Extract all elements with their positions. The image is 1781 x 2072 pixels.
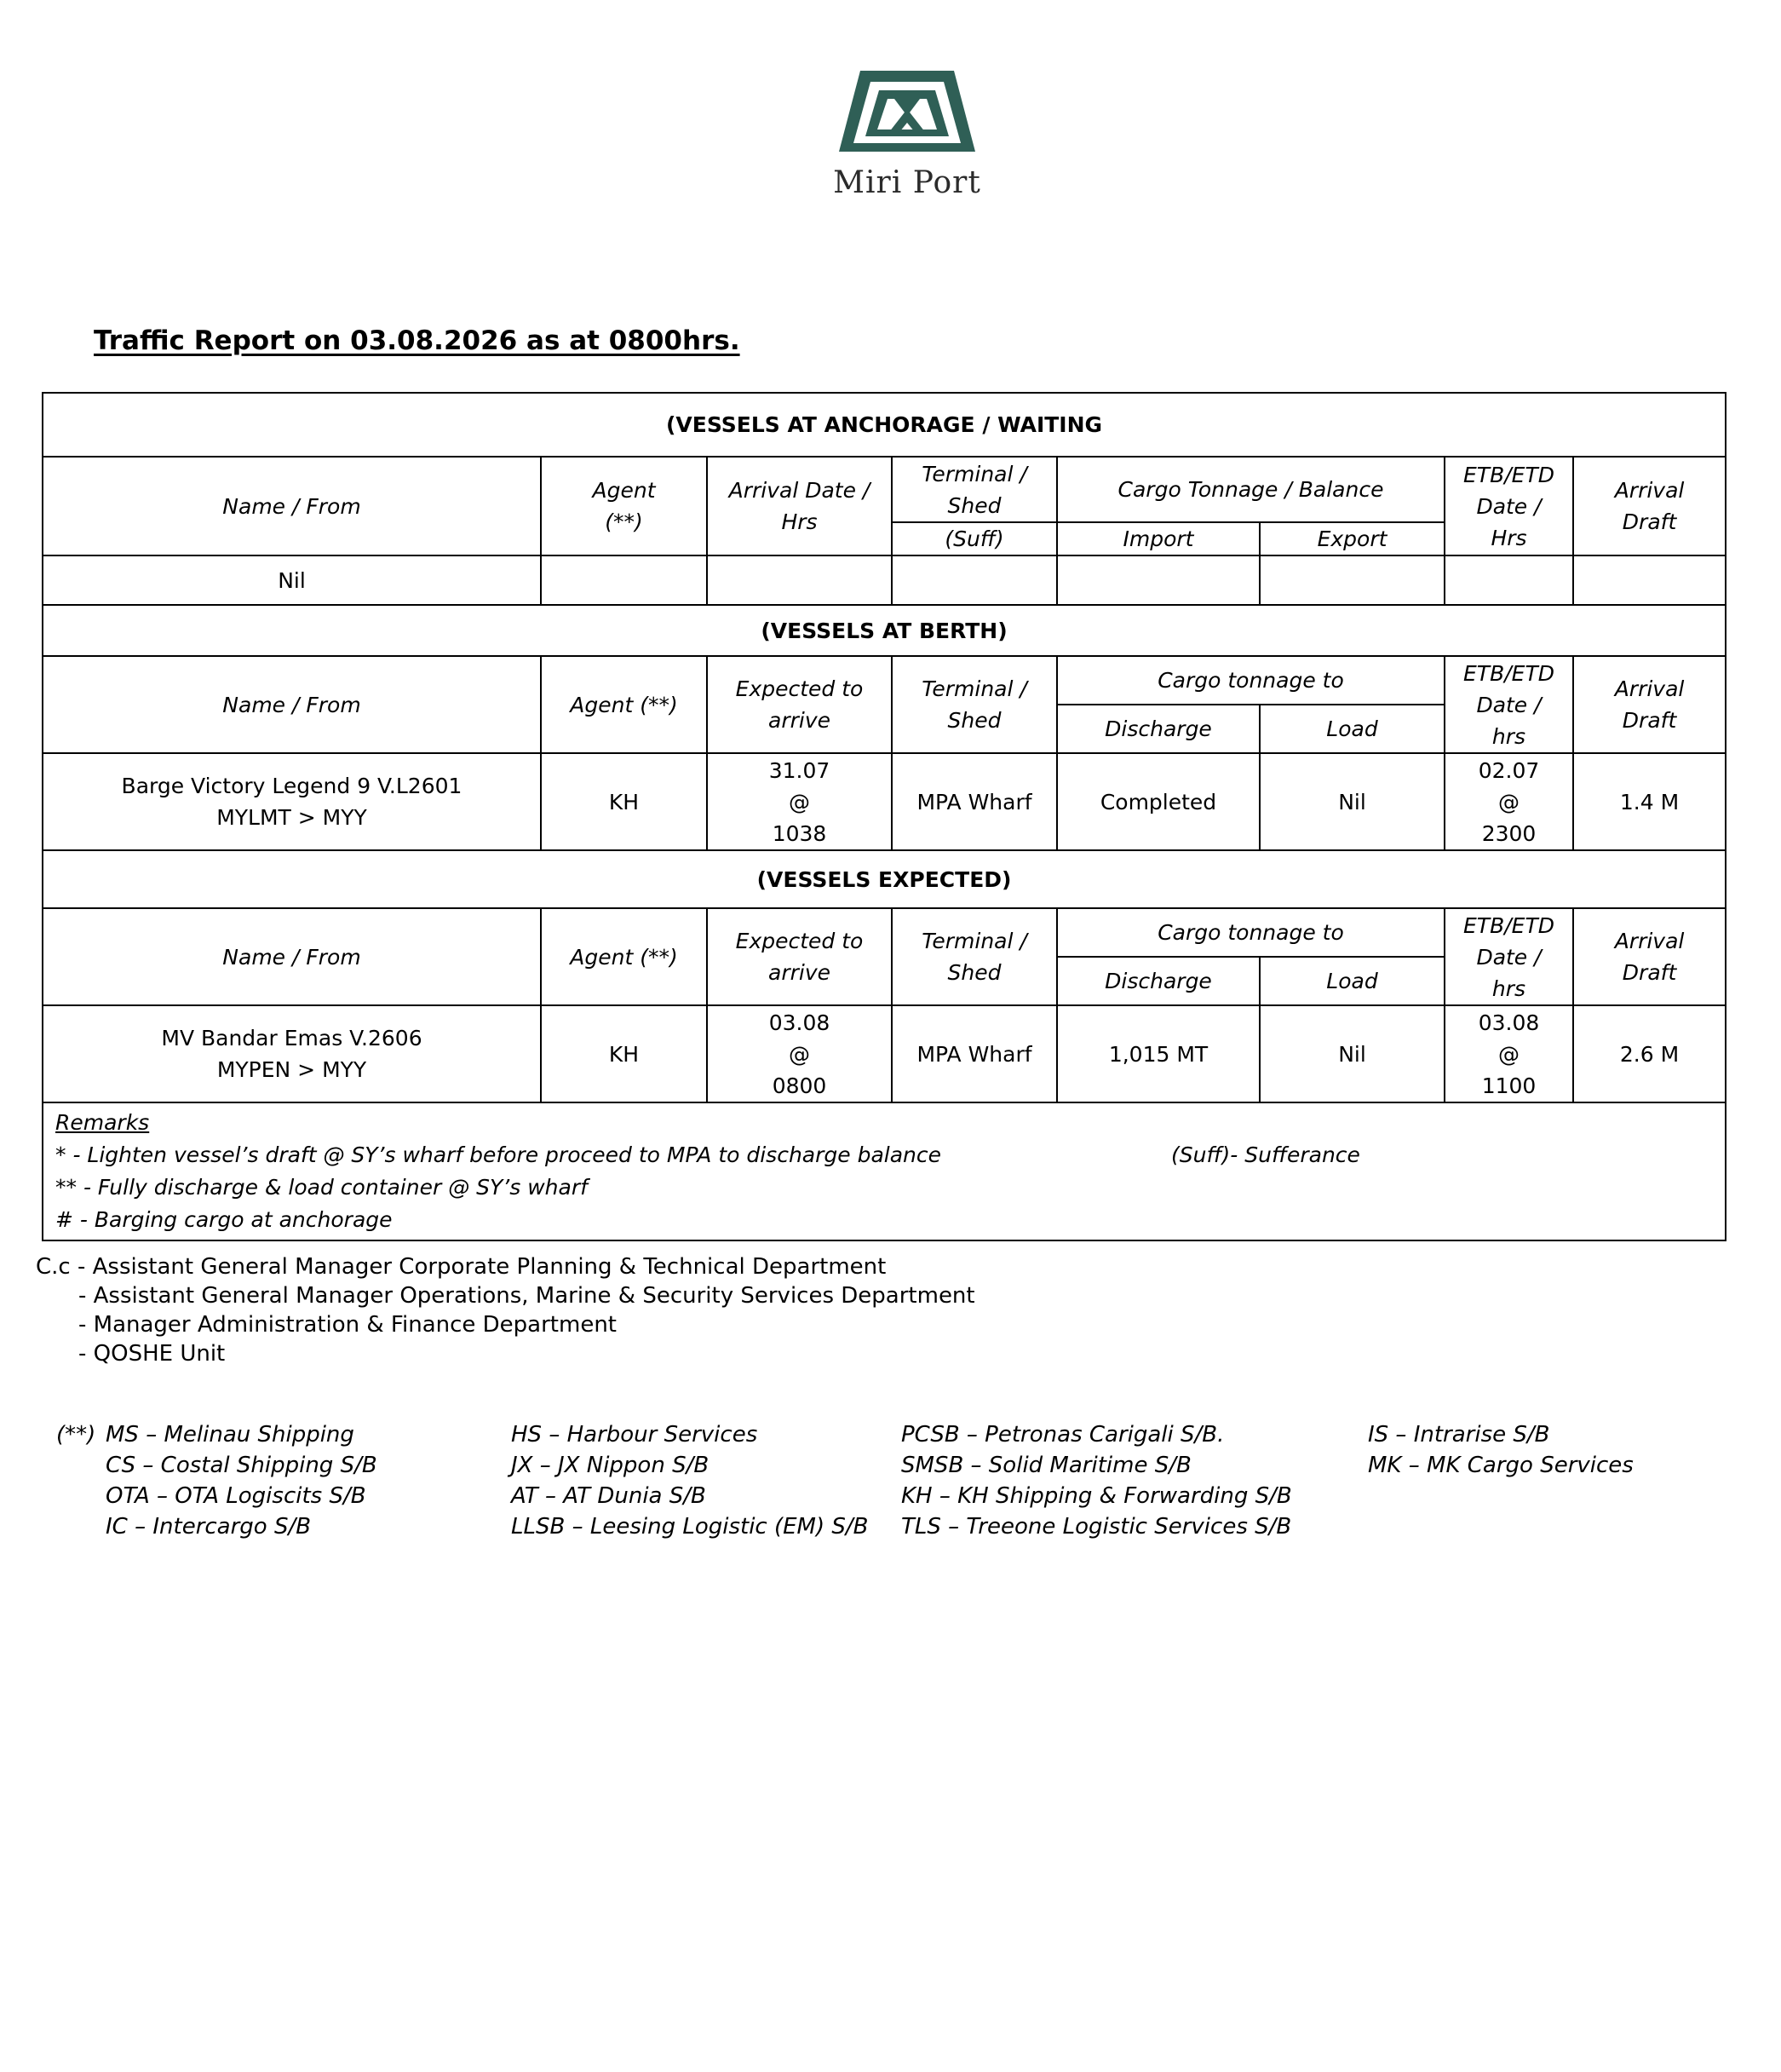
legend-item: CS – Costal Shipping S/B <box>106 1453 377 1478</box>
miri-port-logo <box>830 66 984 203</box>
logo-text: Miri Port <box>833 165 981 200</box>
table-row <box>43 555 1726 605</box>
legend-item: HS – Harbour Services <box>511 1422 758 1448</box>
anchorage-header-etb: ETB/ETD Date / Hrs <box>1445 457 1573 555</box>
report-title: Traffic Report on 03.08.2026 as at 0800hrs. <box>94 325 740 356</box>
cc-line-1: C.c - Assistant General Manager Corporate Planning & Technical Department <box>36 1254 887 1280</box>
legend-item: JX – JX Nippon S/B <box>511 1453 710 1478</box>
expected-row-agent: KH <box>541 1005 707 1102</box>
legend-item: OTA – OTA Logiscits S/B <box>106 1483 366 1509</box>
agents-col-1 <box>106 1419 377 1542</box>
miri-port-emblem-icon <box>835 66 980 160</box>
berth-header-etb: ETB/ETD Date / hrs <box>1445 656 1573 753</box>
table-row <box>43 1005 1726 1102</box>
expected-header-agent: Agent (**) <box>541 908 707 1005</box>
berth-row-terminal: MPA Wharf <box>892 753 1057 850</box>
anchorage-row-name: Nil <box>43 555 541 605</box>
berth-header-discharge: Discharge <box>1057 705 1260 753</box>
expected-header-name: Name / From <box>43 908 541 1005</box>
expected-row-terminal: MPA Wharf <box>892 1005 1057 1102</box>
expected-row-load: Nil <box>1260 1005 1445 1102</box>
remark-line-3: # - Barging cargo at anchorage <box>55 1207 393 1232</box>
agents-prefix: (**) <box>56 1422 96 1448</box>
remarks-title: Remarks <box>55 1110 150 1135</box>
expected-row-draft: 2.6 M <box>1573 1005 1726 1102</box>
expected-row-arrive: 03.08 @ 0800 <box>707 1005 892 1102</box>
berth-row-name: Barge Victory Legend 9 V.L2601 MYLMT > MYY <box>43 753 541 850</box>
legend-item: KH – KH Shipping & Forwarding S/B <box>901 1483 1292 1509</box>
remark-line-2: ** - Fully discharge & load container @ SY’s wharf <box>55 1175 588 1200</box>
berth-header-agent: Agent (**) <box>541 656 707 753</box>
anchorage-header-import: Import <box>1057 522 1260 555</box>
berth-header-name: Name / From <box>43 656 541 753</box>
agents-col-2 <box>511 1419 869 1542</box>
berth-header-cargo: Cargo tonnage to <box>1057 656 1445 705</box>
legend-item: MS – Melinau Shipping <box>106 1422 354 1448</box>
agents-legend <box>56 1419 1726 1547</box>
traffic-table <box>42 392 1726 1241</box>
agents-col-4 <box>1368 1419 1634 1481</box>
expected-header-etb: ETB/ETD Date / hrs <box>1445 908 1573 1005</box>
expected-header-load: Load <box>1260 957 1445 1005</box>
cc-line-2: - Assistant General Manager Operations, Marine & Security Services Department <box>78 1283 975 1309</box>
berth-header-terminal: Terminal / Shed <box>892 656 1057 753</box>
remark-suff-note: (Suff)- Sufferance <box>1171 1142 1360 1167</box>
berth-header-expected: Expected to arrive <box>707 656 892 753</box>
anchorage-header-agent: Agent (**) <box>541 457 707 555</box>
legend-item: AT – AT Dunia S/B <box>511 1483 706 1509</box>
anchorage-header-terminal: Terminal / Shed <box>892 457 1057 522</box>
remark-line-1: * - Lighten vessel’s draft @ SY’s wharf before proceed to MPA to discharge balance <box>55 1142 942 1167</box>
expected-header-discharge: Discharge <box>1057 957 1260 1005</box>
legend-item: IS – Intrarise S/B <box>1368 1422 1550 1448</box>
anchorage-header-name: Name / From <box>43 457 541 555</box>
anchorage-header-suff: (Suff) <box>892 522 1057 555</box>
legend-item: IC – Intercargo S/B <box>106 1514 312 1540</box>
berth-row-etb: 02.07 @ 2300 <box>1445 753 1573 850</box>
berth-header-load: Load <box>1260 705 1445 753</box>
expected-row-etb: 03.08 @ 1100 <box>1445 1005 1573 1102</box>
expected-header-draft: Arrival Draft <box>1573 908 1726 1005</box>
legend-item: LLSB – Leesing Logistic (EM) S/B <box>511 1514 869 1540</box>
legend-item: PCSB – Petronas Carigali S/B. <box>901 1422 1225 1448</box>
remarks-cell <box>43 1102 1726 1240</box>
legend-item: TLS – Treeone Logistic Services S/B <box>901 1514 1292 1540</box>
anchorage-section-title: (VESSELS AT ANCHORAGE / WAITING <box>43 393 1726 457</box>
expected-row-name: MV Bandar Emas V.2606 MYPEN > MYY <box>43 1005 541 1102</box>
expected-header-expected: Expected to arrive <box>707 908 892 1005</box>
berth-row-arrive: 31.07 @ 1038 <box>707 753 892 850</box>
berth-row-discharge: Completed <box>1057 753 1260 850</box>
legend-item: SMSB – Solid Maritime S/B <box>901 1453 1192 1478</box>
berth-header-draft: Arrival Draft <box>1573 656 1726 753</box>
anchorage-header-arrival: Arrival Date / Hrs <box>707 457 892 555</box>
expected-row-discharge: 1,015 MT <box>1057 1005 1260 1102</box>
expected-header-cargo: Cargo tonnage to <box>1057 908 1445 957</box>
expected-header-terminal: Terminal / Shed <box>892 908 1057 1005</box>
berth-section-title: (VESSELS AT BERTH) <box>43 605 1726 656</box>
berth-row-load: Nil <box>1260 753 1445 850</box>
cc-line-4: - QOSHE Unit <box>78 1341 226 1367</box>
anchorage-header-draft: Arrival Draft <box>1573 457 1726 555</box>
anchorage-header-export: Export <box>1260 522 1445 555</box>
expected-section-title: (VESSELS EXPECTED) <box>43 850 1726 908</box>
cc-list <box>36 1252 975 1368</box>
legend-item: MK – MK Cargo Services <box>1368 1453 1634 1478</box>
cc-line-3: - Manager Administration & Finance Department <box>78 1312 617 1338</box>
table-row <box>43 753 1726 850</box>
agents-col-3 <box>901 1419 1292 1542</box>
berth-row-agent: KH <box>541 753 707 850</box>
anchorage-header-cargo: Cargo Tonnage / Balance <box>1057 457 1445 522</box>
berth-row-draft: 1.4 M <box>1573 753 1726 850</box>
